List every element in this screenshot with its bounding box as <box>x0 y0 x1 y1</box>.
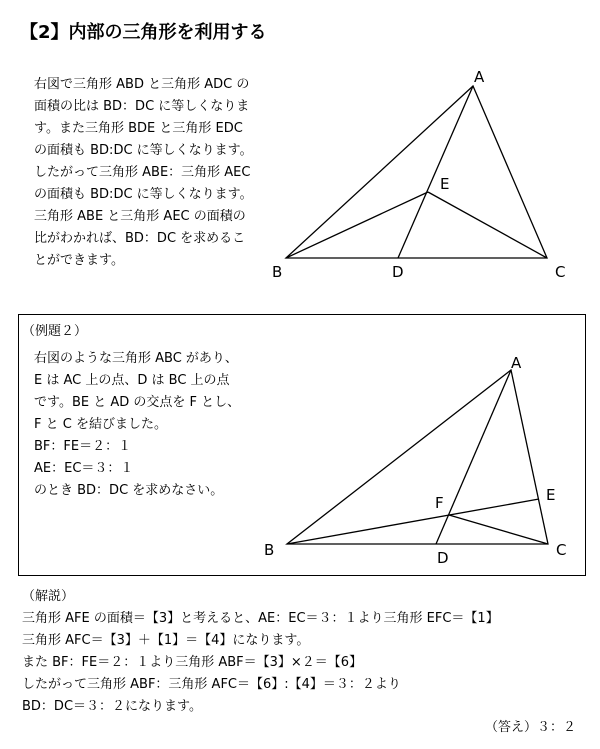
intro-line: す。また三角形 BDE と三角形 EDC <box>34 121 243 136</box>
example-line: F と C を結びました。 <box>34 417 167 432</box>
intro-line: の面積も BD:DC に等しくなります。 <box>34 187 253 202</box>
solution-text <box>22 586 499 718</box>
example-line: E は AC 上の点、D は BC 上の点 <box>34 373 230 388</box>
fig2-triangle-abc <box>287 370 548 544</box>
fig1-label-b: B <box>272 263 283 281</box>
example-line: AE：EC＝３：１ <box>34 461 134 476</box>
example-line: BF：FE＝２：１ <box>34 439 132 454</box>
intro-line: 三角形 ABE と三角形 AEC の面積の <box>34 209 246 224</box>
intro-line: 右図で三角形 ABD と三角形 ADC の <box>34 77 250 92</box>
fig2-label-d: D <box>437 549 449 567</box>
example-line: です。BE と AD の交点を F とし、 <box>34 395 241 410</box>
intro-line: したがって三角形 ABE：三角形 AEC <box>34 165 251 180</box>
fig1-label-d: D <box>392 263 404 281</box>
fig1-label-e: E <box>440 175 450 193</box>
fig1-label-a: A <box>474 68 485 86</box>
fig2-label-e: E <box>546 486 556 504</box>
section-title: 【2】内部の三角形を利用する <box>20 22 267 43</box>
fig2-segment-be <box>287 499 539 544</box>
fig2-label-b: B <box>264 541 275 559</box>
example-label: （例題２） <box>22 324 88 339</box>
intro-line: の面積も BD:DC に等しくなります。 <box>34 143 253 158</box>
solution-line: したがって三角形 ABF：三角形 AFC＝【6】:【4】＝３：２より <box>22 677 401 692</box>
answer: （答え）３：２ <box>484 720 576 735</box>
fig2-segment-ad <box>436 370 511 544</box>
example-line: 右図のような三角形 ABC があり、 <box>34 351 238 366</box>
solution-label: （解説） <box>22 589 75 604</box>
fig2-segment-fc <box>449 515 548 544</box>
example-line: のとき BD：DC を求めなさい。 <box>34 483 224 498</box>
fig2-label-c: C <box>556 541 567 559</box>
intro-line: とができます。 <box>34 253 124 268</box>
solution-line: 三角形 AFE の面積＝【3】と考えると、AE：EC＝３：１より三角形 EFC＝【1】 <box>22 611 499 626</box>
solution-line: 三角形 AFC＝【3】＋【1】＝【4】になります。 <box>22 633 310 648</box>
fig2-label-f: F <box>435 494 444 512</box>
solution-line: BD：DC＝３：２になります。 <box>22 699 202 714</box>
intro-line: 面積の比は BD：DC に等しくなりま <box>34 99 250 114</box>
solution-line: また BF：FE＝２：１より三角形 ABF＝【3】×２＝【6】 <box>22 655 363 670</box>
intro-line: 比がわかれば、BD：DC を求めるこ <box>34 231 246 246</box>
fig1-label-c: C <box>555 263 566 281</box>
fig2-label-a: A <box>511 354 522 372</box>
